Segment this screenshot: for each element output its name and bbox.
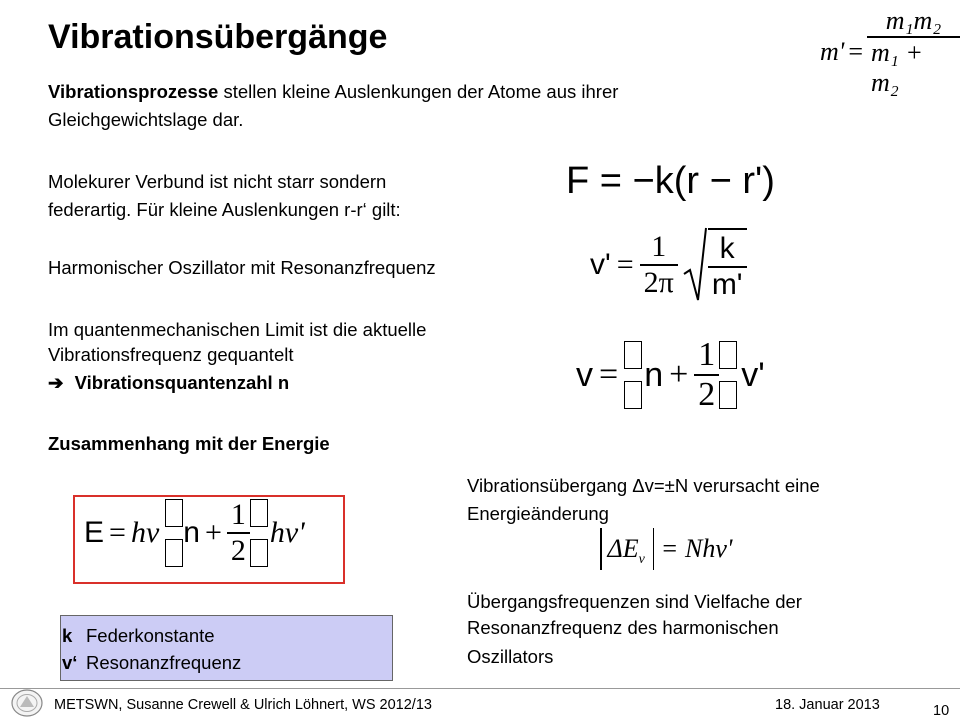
resonance-formula xyxy=(590,226,747,304)
paragraph-4-line-3 xyxy=(48,371,289,395)
energy-heading: Zusammenhang mit der Energie xyxy=(48,433,330,454)
energy-h: hν xyxy=(130,516,160,549)
resonance-num: 1 xyxy=(651,230,667,263)
energy-num: 1 xyxy=(230,498,246,531)
resonance-root-fraction xyxy=(708,228,747,302)
right-text-1-line-2: Energieänderung xyxy=(467,503,609,524)
legend-row xyxy=(62,651,241,675)
footer-date: 18. Januar 2013 xyxy=(775,697,880,713)
footer-course: METSWN, Susanne Crewell & Ulrich Löhnert, WS 2012/13 xyxy=(54,697,432,713)
hooke-formula: F = −k(r − r') xyxy=(566,160,775,202)
energy-n: n xyxy=(183,516,200,549)
energy-formula xyxy=(84,498,305,568)
left-paren-glyph xyxy=(165,499,183,567)
missing-glyph-icon xyxy=(250,539,268,567)
p1-bold: Vibrationsprozesse xyxy=(48,81,219,102)
paragraph-3: Harmonischer Oszillator mit Resonanzfrequenz xyxy=(48,257,436,278)
resonance-root-num: k xyxy=(719,232,735,265)
paragraph-4-line-2: Vibrationsfrequenz gequantelt xyxy=(48,344,294,365)
quantized-rhs: v' xyxy=(741,355,765,394)
quantized-plus: + xyxy=(669,356,689,393)
reduced-mass-num: m₁m₂ xyxy=(885,6,942,35)
legend-desc: Resonanzfrequenz xyxy=(86,652,242,673)
paragraph-4-line-1: Im quantenmechanischen Limit ist die aktuelle xyxy=(48,319,427,340)
right-paren-glyph xyxy=(250,499,268,567)
legend-desc: Federkonstante xyxy=(86,625,215,646)
resonance-fraction xyxy=(640,230,678,300)
p1-rest: stellen kleine Auslenkungen der Atome aus ihrer xyxy=(218,81,619,102)
quantized-lhs: v xyxy=(576,355,593,394)
footer-divider xyxy=(0,688,960,689)
energy-plus: + xyxy=(204,516,222,549)
delta-sub: v xyxy=(638,552,645,567)
paragraph-1-line-1 xyxy=(48,80,618,104)
resonance-root-den: m' xyxy=(711,268,743,301)
page-number: 10 xyxy=(933,703,950,719)
right-text-2-line-1: Übergangsfrequenzen sind Vielfache der xyxy=(467,591,802,612)
reduced-mass-eq: = xyxy=(848,37,864,66)
paragraph-1-line-2: Gleichgewichtslage dar. xyxy=(48,109,244,130)
quantized-den: 2 xyxy=(698,376,716,413)
legend-row xyxy=(62,624,215,648)
left-paren-glyph xyxy=(624,341,642,409)
delta-rhs: Nhv' xyxy=(685,534,733,563)
university-seal-icon xyxy=(10,688,44,718)
missing-glyph-icon xyxy=(624,341,642,369)
reduced-mass-lhs: m' xyxy=(820,37,845,66)
resonance-den: 2π xyxy=(643,266,674,299)
energy-den: 2 xyxy=(230,534,246,567)
reduced-mass-fraction xyxy=(867,6,960,98)
arrow-right-icon: ➔ xyxy=(48,372,64,393)
delta-lhs: ΔE xyxy=(607,534,639,563)
delta-energy-formula xyxy=(600,528,733,570)
energy-rhs: hν' xyxy=(269,516,305,549)
sqrt-sign-icon xyxy=(682,226,708,304)
right-text-2-line-3: Oszillators xyxy=(467,646,554,667)
missing-glyph-icon xyxy=(165,539,183,567)
resonance-lhs: v' xyxy=(590,248,611,281)
abs-bar-right xyxy=(653,528,655,570)
quantized-eq: = xyxy=(599,356,619,393)
paragraph-2-line-2: federartig. Für kleine Auslenkungen r-r‘ gilt: xyxy=(48,199,401,220)
quantized-fraction xyxy=(694,336,719,414)
energy-eq: = xyxy=(109,516,126,549)
missing-glyph-icon xyxy=(719,381,737,409)
paragraph-2-line-1: Molekurer Verbund ist nicht starr sondern xyxy=(48,171,387,192)
quantized-num: 1 xyxy=(698,336,716,373)
reduced-mass-formula xyxy=(820,6,960,98)
page-title: Vibrationsübergänge xyxy=(48,18,388,56)
missing-glyph-icon xyxy=(165,499,183,527)
abs-bar-left xyxy=(600,528,602,570)
quantized-formula xyxy=(576,336,765,414)
delta-eq: = xyxy=(662,534,678,563)
right-paren-glyph xyxy=(719,341,737,409)
right-text-1-line-1: Vibrationsübergang Δv=±N verursacht eine xyxy=(467,475,820,496)
energy-lhs: E xyxy=(84,516,105,549)
legend-symbol: k xyxy=(62,625,73,646)
reduced-mass-den: m₁ + m₂ xyxy=(871,38,923,97)
missing-glyph-icon xyxy=(624,381,642,409)
missing-glyph-icon xyxy=(250,499,268,527)
right-text-2-line-2: Resonanzfrequenz des harmonischen xyxy=(467,617,779,638)
p4-bold: Vibrationsquantenzahl n xyxy=(74,372,290,393)
legend-symbol: v‘ xyxy=(62,652,78,673)
resonance-eq: = xyxy=(616,248,634,281)
missing-glyph-icon xyxy=(719,341,737,369)
quantized-n: n xyxy=(644,355,664,394)
energy-fraction xyxy=(227,498,250,568)
